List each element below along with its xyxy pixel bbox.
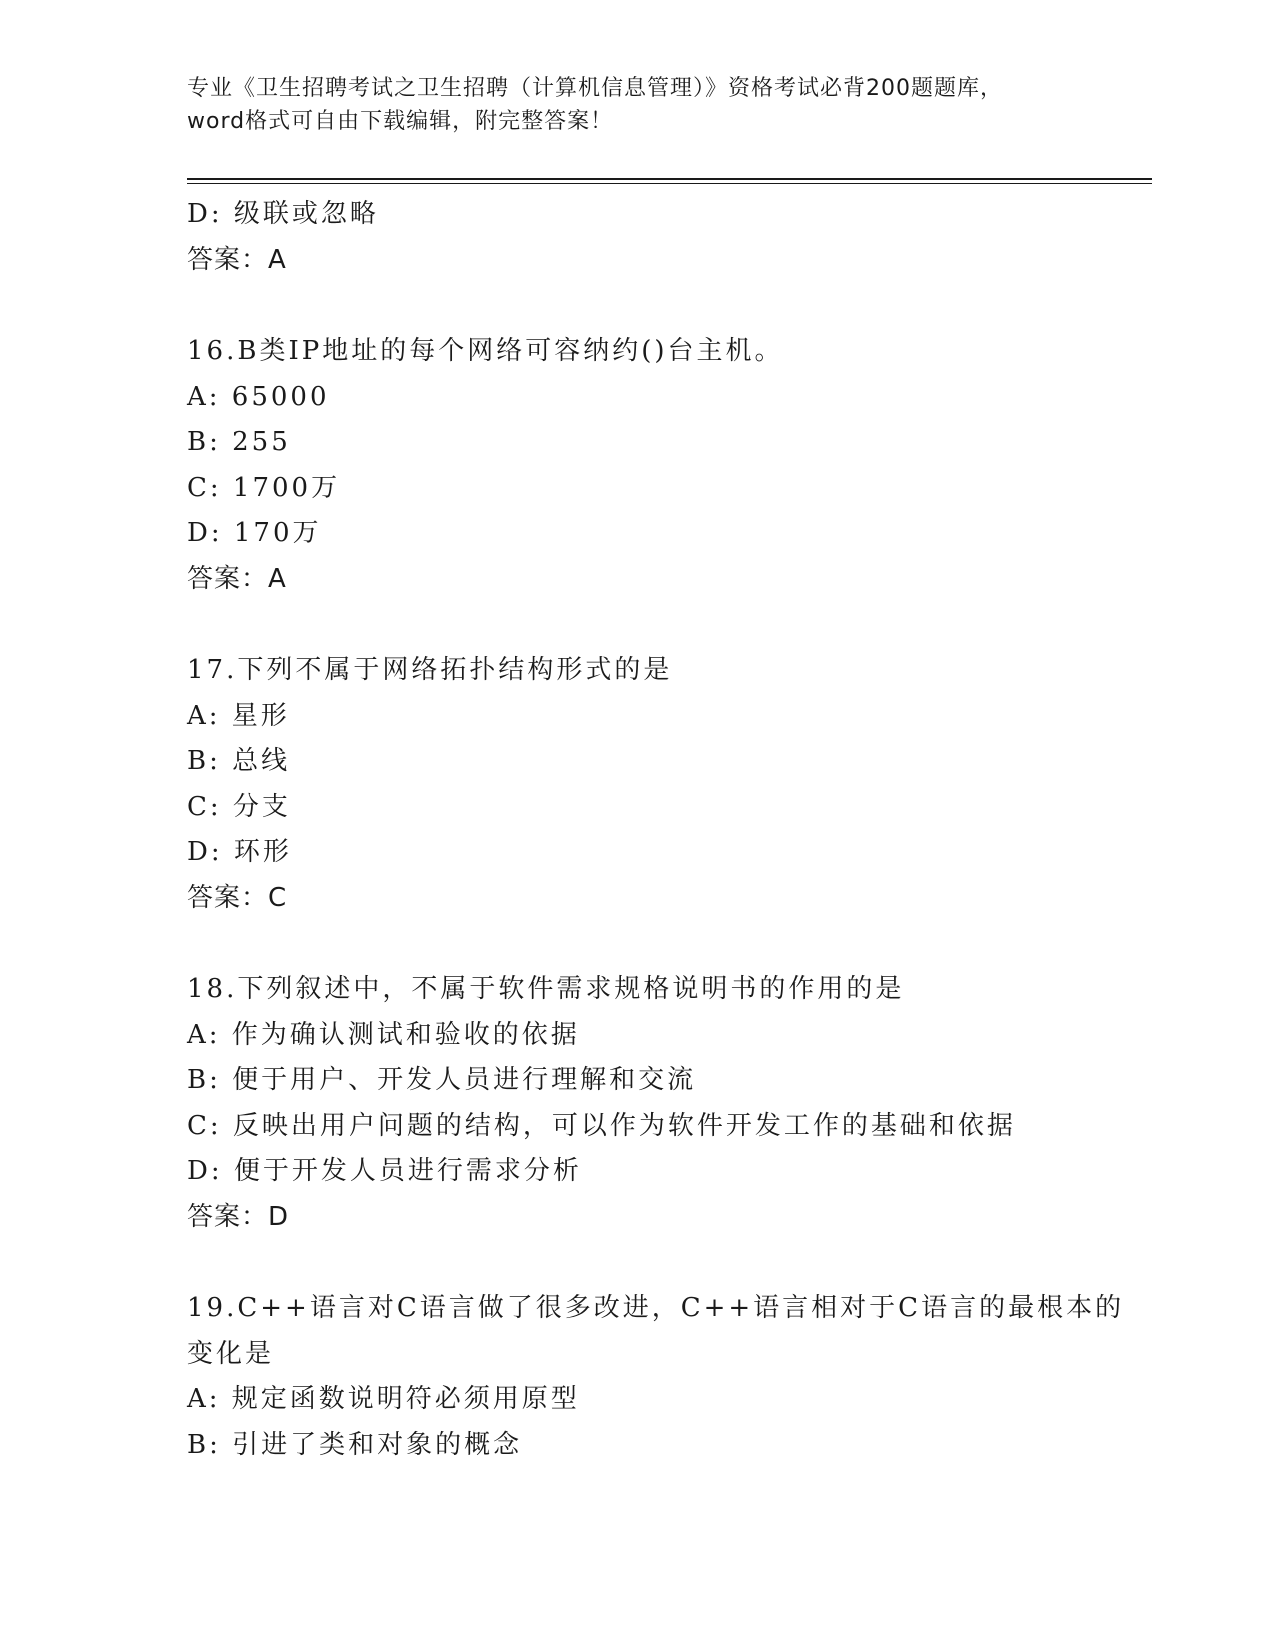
option-a: A: 作为确认测试和验收的依据 xyxy=(187,1019,580,1050)
option-c: C: 分支 xyxy=(187,791,291,822)
option-c: C: 1700万 xyxy=(187,472,341,503)
answer-line: 答案：D xyxy=(187,1201,290,1232)
header-rule-thick xyxy=(187,178,1152,180)
question-block-16 xyxy=(187,329,1147,602)
option-d: D: 便于开发人员进行需求分析 xyxy=(187,1156,582,1186)
header-title-line-1: 专业《卫生招聘考试之卫生招聘（计算机信息管理）》资格考试必背200题题库， xyxy=(187,76,1003,101)
option-d: D: 环形 xyxy=(187,837,292,867)
answer-line: 答案：C xyxy=(187,882,288,913)
question-block-15 xyxy=(187,192,1147,283)
spacer xyxy=(187,921,1147,967)
question-text: 18.下列叙述中，不属于软件需求规格说明书的作用的是 xyxy=(187,974,905,1004)
question-text-line-1: 19.C++语言对C语言做了很多改进，C++语言相对于C语言的最根本的 xyxy=(187,1293,1125,1323)
question-list xyxy=(187,192,1147,1468)
option-b: B: 便于用户、开发人员进行理解和交流 xyxy=(187,1065,697,1095)
option-c: C: 反映出用户问题的结构，可以作为软件开发工作的基础和依据 xyxy=(187,1110,1016,1141)
answer-line: 答案：A xyxy=(187,563,287,594)
option-a: A: 规定函数说明符必须用原型 xyxy=(187,1384,580,1414)
option-d: D: 级联或忽略 xyxy=(187,199,379,229)
question-text: 16.B类IP地址的每个网络可容纳约()台主机。 xyxy=(187,336,784,366)
header-title-line-2: word格式可自由下载编辑，附完整答案！ xyxy=(187,109,614,134)
option-b: B: 引进了类和对象的概念 xyxy=(187,1429,523,1460)
spacer xyxy=(187,602,1147,648)
option-a: A: 65000 xyxy=(187,381,330,412)
option-d: D: 170万 xyxy=(187,518,322,548)
question-text-line-2: 变化是 xyxy=(187,1338,275,1369)
answer-line: 答案：A xyxy=(187,244,287,275)
option-a: A: 星形 xyxy=(187,700,290,731)
option-b: B: 255 xyxy=(187,427,291,457)
spacer xyxy=(187,1240,1147,1286)
question-block-18 xyxy=(187,967,1147,1240)
question-block-17 xyxy=(187,648,1147,921)
question-text: 17.下列不属于网络拓扑结构形式的是 xyxy=(187,655,673,685)
question-block-19 xyxy=(187,1286,1147,1468)
page-header xyxy=(187,72,1087,138)
header-rule-thin xyxy=(187,183,1152,184)
spacer xyxy=(187,283,1147,329)
option-b: B: 总线 xyxy=(187,746,291,776)
